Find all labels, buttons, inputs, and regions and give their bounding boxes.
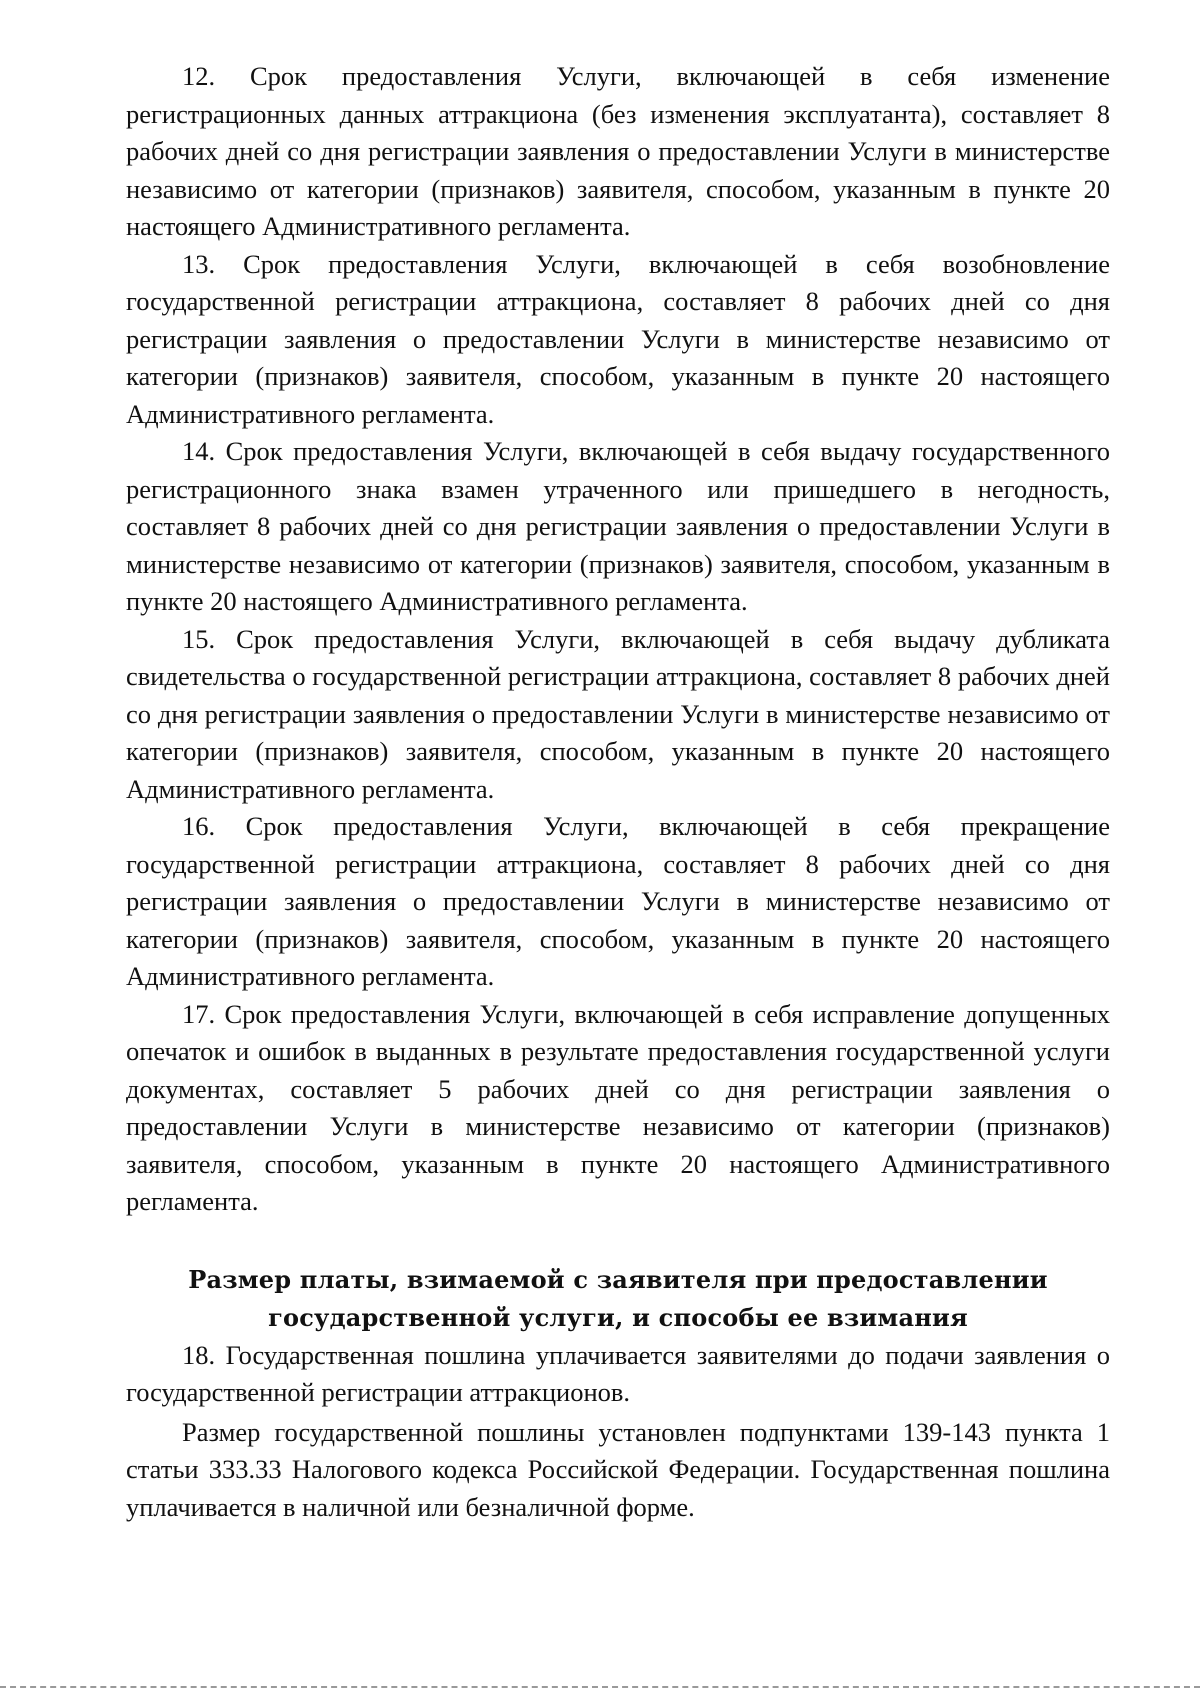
section-heading-line-2: государственной услуги, и способы ее взимания [268, 1302, 968, 1332]
paragraph-17: 17. Срок предоставления Услуги, включающей в себя исправление допущенных опечаток и ошибок в выданных в результате предоставления государственной услуги документах, составляет 5 рабочих дней со дня регистрации заявления о предоставлении Услуги в министерстве независимо от категории (признаков) заявителя, способом, указанным в пункте 20 настоящего Административного регламента. [126, 998, 1110, 1216]
paragraph-15: 15. Срок предоставления Услуги, включающей в себя выдачу дубликата свидетельства о государственной регистрации аттракциона, составляет 8 рабочих дней со дня регистрации заявления о предоставлении Услуги в министерстве независимо от категории (признаков) заявителя, способом, указанным в пункте 20 настоящего Административного регламента. [126, 623, 1110, 804]
paragraph-13: 13. Срок предоставления Услуги, включающей в себя возобновление государственной регистрации аттракциона, составляет 8 рабочих дней со дня регистрации заявления о предоставлении Услуги в министерстве независимо от категории (признаков) заявителя, способом, указанным в пункте 20 настоящего Административного регламента. [126, 248, 1110, 429]
paragraph-18: 18. Государственная пошлина уплачивается заявителями до подачи заявления о государственной регистрации аттракционов. [126, 1339, 1110, 1407]
paragraph-fee-amount: Размер государственной пошлины установлен подпунктами 139-143 пункта 1 статьи 333.33 Налогового кодекса Российской Федерации. Государственная пошлина уплачивается в наличной или безналичной форме. [126, 1416, 1110, 1522]
paragraph-14: 14. Срок предоставления Услуги, включающей в себя выдачу государственного регистрационного знака взамен утраченного или пришедшего в негодность, составляет 8 рабочих дней со дня регистрации заявления о предоставлении Услуги в министерстве независимо от категории (признаков) заявителя, способом, указанным в пункте 20 настоящего Административного регламента. [126, 436, 1110, 616]
section-heading-fee [126, 1261, 1110, 1337]
paragraph-12: 12. Срок предоставления Услуги, включающей в себя изменение регистрационных данных аттракциона (без изменения эксплуатанта), составляет 8 рабочих дней со дня регистрации заявления о предоставлении Услуги в министерстве независимо от категории (признаков) заявителя, способом, указанным в пункте 20 настоящего Административного регламента. [126, 61, 1110, 241]
scan-edge-line [0, 1686, 1200, 1688]
section-heading-line-1: Размер платы, взимаемой с заявителя при предоставлении [188, 1264, 1048, 1294]
paragraph-16: 16. Срок предоставления Услуги, включающей в себя прекращение государственной регистрации аттракциона, составляет 8 рабочих дней со дня регистрации заявления о предоставлении Услуги в министерстве независимо от категории (признаков) заявителя, способом, указанным в пункте 20 настоящего Административного регламента. [126, 811, 1110, 991]
document-body [126, 58, 1110, 1526]
